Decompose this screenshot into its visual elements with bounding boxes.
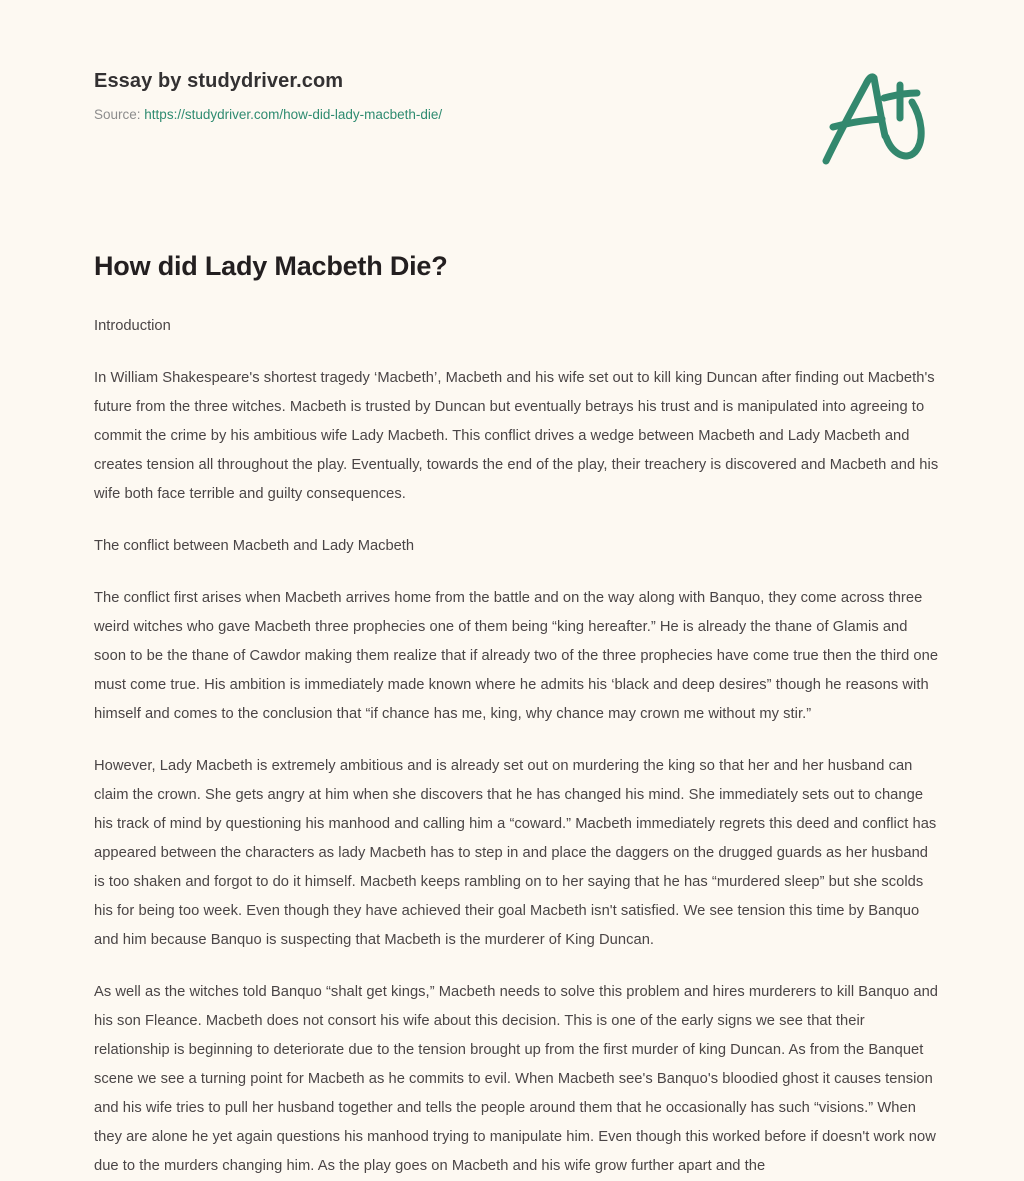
body-paragraph: In William Shakespeare's shortest tragedy ‘Macbeth’, Macbeth and his wife set out to kill king Duncan after finding out Macbeth's future from the three witches. Macbeth is trusted by Duncan but eventually betrays his trust and is manipulated into agreeing to commit the crime by his ambitious wife Lady Macbeth. This conflict drives a wedge between Macbeth and Lady Macbeth and creates tension all throughout the play. Eventually, towards the end of the play, their treachery is discovered and Macbeth and his wife both face terrible and guilty consequences. — [94, 370, 939, 502]
source-url-link[interactable]: https://studydriver.com/how-did-lady-macbeth-die/ — [144, 107, 443, 122]
source-label: Source: — [94, 107, 141, 122]
source-line — [94, 106, 714, 124]
article-body — [94, 312, 942, 1181]
body-paragraph: However, Lady Macbeth is extremely ambitious and is already set out on murdering the king so that her and her husband can claim the crown. She gets angry at him when she discovers that he has changed his mind. She immediately sets out to change his track of mind by questioning his manhood and calling him a “coward.” Macbeth immediately regrets this deed and conflict has appeared between the characters as lady Macbeth has to step in and place the daggers on the drugged guards as her husband is too shaken and forgot to do it himself. Macbeth keeps rambling on to her saying that he has “murdered sleep” but she scolds his for being too week. Even though they have achieved their goal Macbeth isn't satisfied. We see tension this time by Banquo and him because Banquo is suspecting that Macbeth is the murderer of King Duncan. — [94, 758, 937, 948]
brand-block — [94, 68, 714, 124]
body-paragraph: The conflict first arises when Macbeth arrives home from the battle and on the way along with Banquo, they come across three weird witches who gave Macbeth three prophecies one of them being “king hereafter.” He is already the thane of Glamis and soon to be the thane of Cawdor making them realize that if already two of the three prophecies have come true then the third one must come true. His ambition is immediately made known where he admits his ‘black and deep desires” though he reasons with himself and comes to the conclusion that “if chance has me, king, why chance may crown me without my stir.” — [94, 590, 939, 722]
page-title: How did Lady Macbeth Die? — [94, 251, 448, 281]
section-heading: Introduction — [94, 318, 171, 334]
a-plus-logo-icon — [812, 58, 940, 170]
brand-title: Essay by studydriver.com — [94, 70, 344, 92]
article — [94, 248, 942, 1181]
body-paragraph: As well as the witches told Banquo “shalt get kings,” Macbeth needs to solve this problem and hires murderers to kill Banquo and his son Fleance. Macbeth does not consort his wife about this decision. This is one of the early signs we see that their relationship is beginning to deteriorate due to the tension brought up from the first murder of king Duncan. As from the Banquet scene we see a turning point for Macbeth as he commits to evil. When Macbeth see's Banquo's bloodied ghost it causes tension and his wife tries to pull her husband together and tells the people around them that he occasionally has such “visions.” When they are alone he yet again questions his manhood trying to manipulate him. Even though this worked before if doesn't work now due to the murders changing him. As the play goes on Macbeth and his wife grow further apart and the — [94, 984, 939, 1174]
page-header — [0, 0, 1024, 200]
section-heading: The conflict between Macbeth and Lady Macbeth — [94, 538, 415, 554]
a-plus-logo — [812, 58, 940, 170]
